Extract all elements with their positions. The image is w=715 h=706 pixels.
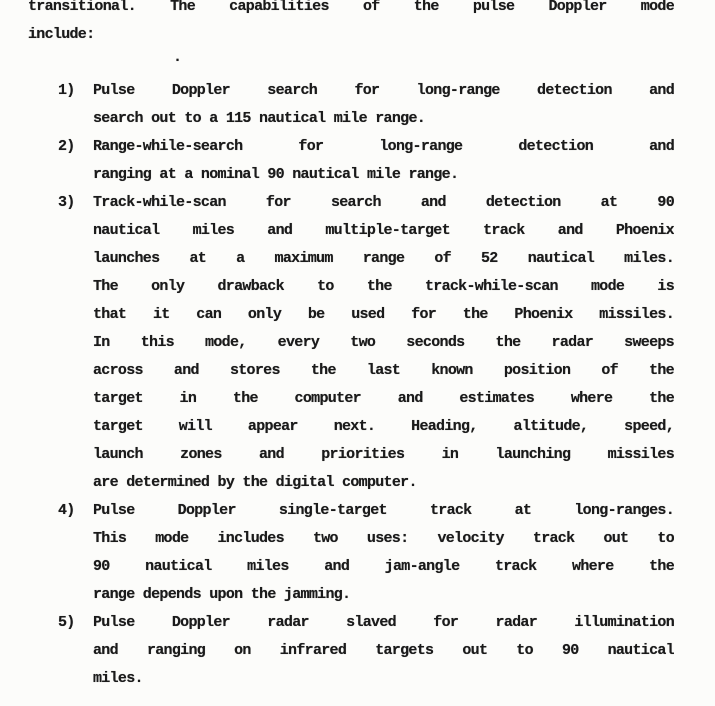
- text-column: [28, 0, 674, 693]
- text-line: Pulse Doppler search for long-range detection and: [93, 82, 674, 99]
- text-line: miles.: [93, 670, 143, 687]
- item-number: 4): [58, 502, 75, 519]
- item-number: 5): [58, 614, 75, 631]
- capability-list-item: [28, 77, 674, 133]
- stray-ink-mark: .: [173, 49, 182, 66]
- text-line: range depends upon the jamming.: [93, 586, 351, 603]
- text-line: transitional. The capabilities of the pulse Doppler mode: [28, 0, 674, 15]
- item-number: 2): [58, 138, 75, 155]
- capability-list-item: [28, 189, 674, 497]
- text-line: The only drawback to the track-while-scan mode is: [93, 278, 674, 295]
- text-line: launches at a maximum range of 52 nautical miles.: [93, 250, 674, 267]
- text-line: are determined by the digital computer.: [93, 474, 417, 491]
- blank-row: [28, 49, 674, 77]
- text-line: across and stores the last known position of the: [93, 362, 674, 379]
- text-line: launch zones and priorities in launching missiles: [93, 446, 674, 463]
- text-line: nautical miles and multiple-target track and Phoenix: [93, 222, 674, 239]
- capability-list-item: [28, 609, 674, 693]
- text-line: search out to a 115 nautical mile range.: [93, 110, 426, 127]
- text-line: This mode includes two uses: velocity track out to: [93, 530, 674, 547]
- capability-list-item: [28, 133, 674, 189]
- text-line: Track-while-scan for search and detection at 90: [93, 194, 674, 211]
- text-line: Pulse Doppler radar slaved for radar illumination: [93, 614, 674, 631]
- text-line: ranging at a nominal 90 nautical mile range.: [93, 166, 459, 183]
- capability-list-item: [28, 497, 674, 609]
- item-number: 1): [58, 82, 75, 99]
- text-line: include:: [28, 26, 95, 43]
- item-number: 3): [58, 194, 75, 211]
- text-line: and ranging on infrared targets out to 90 nautical: [93, 642, 674, 659]
- text-line: Range-while-search for long-range detection and: [93, 138, 674, 155]
- text-line: Pulse Doppler single-target track at long-ranges.: [93, 502, 674, 519]
- intro-paragraph: [28, 0, 674, 49]
- capabilities-list: [28, 77, 674, 693]
- text-line: 90 nautical miles and jam-angle track where the: [93, 558, 674, 575]
- text-line: that it can only be used for the Phoenix missiles.: [93, 306, 674, 323]
- text-line: In this mode, every two seconds the radar sweeps: [93, 334, 674, 351]
- text-line: target in the computer and estimates where the: [93, 390, 674, 407]
- text-line: target will appear next. Heading, altitude, speed,: [93, 418, 674, 435]
